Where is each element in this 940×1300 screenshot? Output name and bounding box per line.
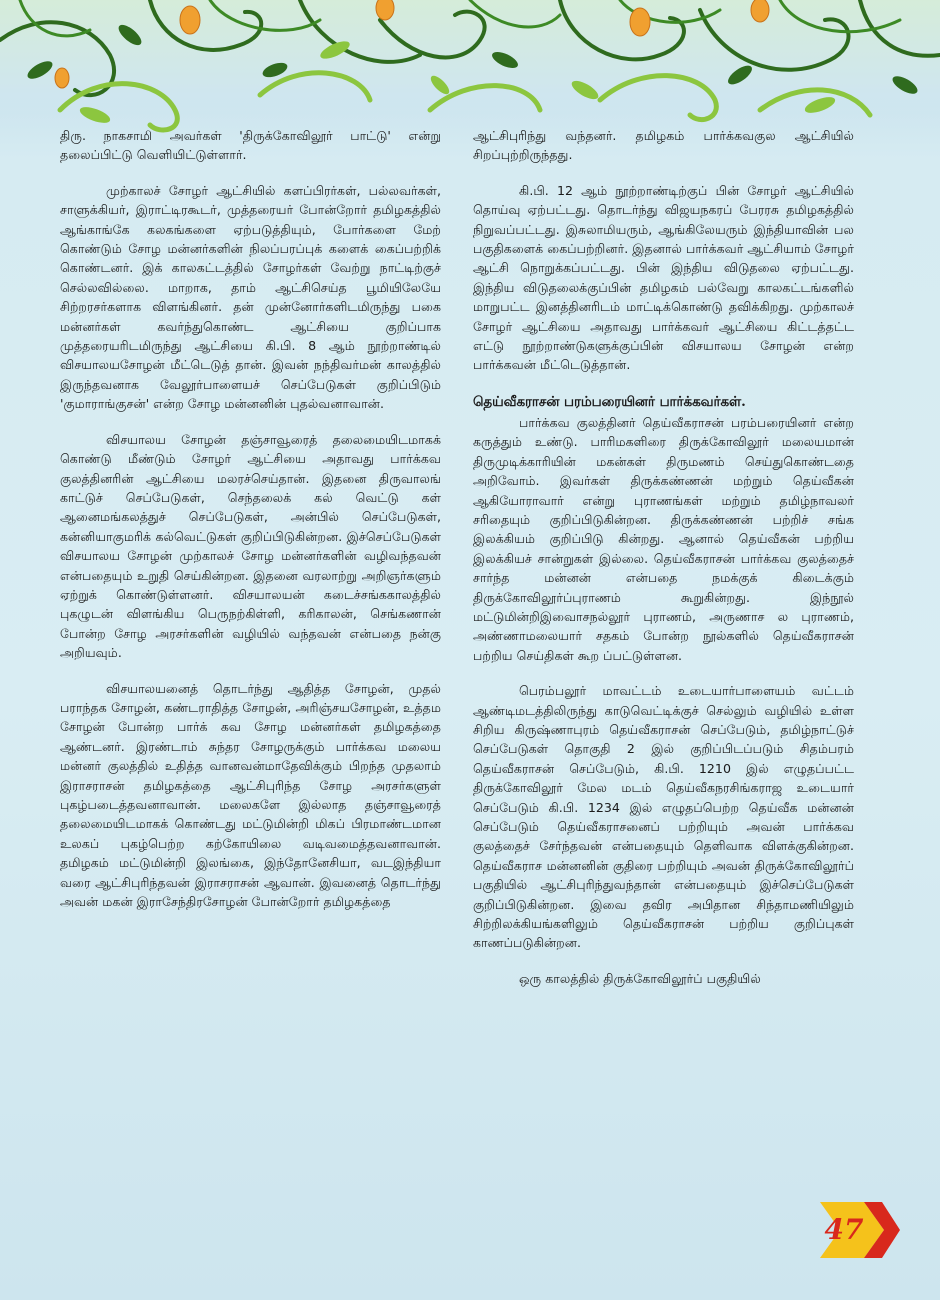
page-number: 47: [824, 1213, 864, 1246]
right-paragraph-2: கி.பி. 12 ஆம் நூற்றாண்டிற்குப் பின் சோழர் ஆட்சியில் தொய்வு ஏற்பட்டது. தொடர்ந்து விஜயநகரப் பேரரசு தமிழகத்தில் நிறுவப்பட்டது. இசுலாமியரும், ஆங்கிலேயரும் இந்தியாவின் பல பகுதிகளைக் கைப்பற்றினர். இதனால் பார்க்கவர் ஆட்சியாம் சோழர் ஆட்சி நொறுக்கப்பட்டது. பின் இந்திய விடுதலை ஏற்பட்டது. இந்திய விடுதலைக்குப்பின் தமிழகம் பல்வேறு காலகட்டங்களில் மாறுபட்ட இனத்தினரிடம் மாட்டிக்கொண்டு தவிக்கிறது. முற்காலச் சோழர் ஆட்சியை அதாவது பார்க்கவர் ஆட்சியை கிட்டத்தட்ட எட்டு நூற்றாண்டுகளுக்குப்பின் விசயாலய சோழன் என்ற பார்க்கவன் மீட்டெடுத்தான்.: [473, 182, 854, 373]
left-paragraph-2: முற்காலச் சோழர் ஆட்சியில் களப்பிரர்கள், பல்லவர்கள், சாளுக்கியர், இராட்டிரகூடர், முத்தரையர் போன்றோர் தமிழகத்தில் ஆங்காங்கே கலகங்களை ஏற்படுத்தியும், போர்களை மேற் கொண்டும் சோழ மன்னர்களின் நிலப்பரப்புக் களைக் கைப்பற்றிக் கொண்டனர். இக் காலகட்டத்தில் சோழர்கள் வேற்று நாட்டிற்குச் செல்லவில்லை. மாறாக, தாம் ஆட்சிசெய்த பூமியிலேயே சிற்றரசர்களாக விளங்கினர். தன் முன்னோர்களிடமிருந்து பகை மன்னர்கள் கவர்ந்துகொண்ட ஆட்சியை குறிப்பாக முத்தரையரிடமிருந்து ஆட்சியை கி.பி. 8 ஆம் நூற்றாண்டில் விசயாலயசோழன் மீட்டெடுத் தான். இவன் நந்திவர்மன் காலத்தில் இருந்தவனாக வேலூர்பாளையச் செப்பேடுகள் குறிப்பிடும் 'குமாராங்குசன்' என்ற சோழ மன்னனின் புதல்வனாவான்.: [60, 182, 441, 412]
left-column: [60, 126, 441, 927]
right-column: [473, 126, 854, 1004]
left-paragraph-4: விசயாலயனைத் தொடர்ந்து ஆதித்த சோழன், முதல் பராந்தக சோழன், கண்டராதித்த சோழன், அரிஞ்சயசோழன், உத்தம சோழன் போன்ற பார்க் கவ சோழ மன்னர்கள் தமிழகத்தை ஆண்டனர். இரண்டாம் சுந்தர சோழருக்கும் பார்க்கவ மலைய மன்னர் குலத்தில் உதித்த வானவன்மாதேவிக்கும் பிறந்த முதலாம் இராசராசன் தமிழகத்தை ஆட்சிபுரிந்த சோழ அரசர்களுள் புகழ்படைத்தவனாவான். மலைகளே இல்லாத தஞ்சாவூரைத் தலைமையிடமாகக் கொண்டது மட்டுமின்றி மிகப் பிரமாண்டமான உலகப் புகழ்பெற்ற கற்கோயிலை வடிவமைத்தவனாவான். தமிழகம் மட்டுமின்றி இலங்கை, இந்தோனேசியா, வடஇந்தியா வரை ஆட்சிபுரிந்தவன் இராசராசன் ஆவான். இவனைத் தொடர்ந்து அவன் மகன் இராசேந்திரசோழன் போன்றோர் தமிழகத்தை: [60, 680, 441, 910]
right-paragraph-4: பெரம்பலூர் மாவட்டம் உடையார்பாளையம் வட்டம் ஆண்டிமடத்திலிருந்து காடுவெட்டிக்குச் செல்லும் வழியில் உள்ள சிறிய கிருஷ்ணாபுரம் தெய்வீகராசன் செப்பேடும், தமிழ்நாட்டுச் செப்பேடுகள் தொகுதி 2 இல் குறிப்பிடப்படும் சிதம்பரம் தெய்வீகராசன் செப்பேடும், கி.பி. 1210 இல் எழுதப்பட்ட திருக்கோவிலூர் மேல மடம் தெய்வீகநரசிங்கராஜ உடையார் செப்பேடும் கி.பி. 1234 இல் எழுதப்பெற்ற தெய்வீக மன்னன் செப்பேடும் தெய்வீகராசனைப் பற்றியும் அவன் பார்க்கவ குலத்தைச் சேர்ந்தவன் என்பதையும் தெளிவாக விளக்குகின்றன. தெய்வீகராச மன்னனின் குதிரை பற்றியும் அவன் திருக்கோவிலூர்ப் பகுதியில் ஆட்சிபுரிந்துவந்தான் என்பதையும் இச்செப்பேடுகள் குறிப்பிடுகின்றன. இவை தவிர அபிதான சிந்தாமணியிலும் சிற்றிலக்கியங்களிலும் தெய்வீகராசன் பற்றிய குறிப்புகள் காணப்படுகின்றன.: [473, 683, 854, 951]
section-heading: தெய்வீகராசன் பரம்பரையினர் பார்க்கவர்கள்.: [473, 393, 746, 410]
right-paragraph-5: ஒரு காலத்தில் திருக்கோவிலூர்ப் பகுதியில்: [519, 970, 761, 986]
right-paragraph-3: பார்க்கவ குலத்தினர் தெய்வீகராசன் பரம்பரையினர் என்ற கருத்தும் உண்டு. பாரிமகளிரை திருக்கோவிலூர் மலையமான் திருமுடிக்காரியின் மகன்கள் திருமணம் செய்துகொண்டதை அறிவோம். இவர்கள் திருக்கண்ணன் மற்றும் தெய்வீகன் ஆகியோராவார் என்று புராணங்கள் மற்றும் தமிழ்நாவலர் சரிதையும் குறிப்பிடுகின்றன. திருக்கண்ணன் பற்றிச் சங்க இலக்கியம் குறிப்பிடு கின்றது. ஆனால் தெய்வீகன் பற்றிய இலக்கியச் சான்றுகள் இல்லை. தெய்வீகராசன் பார்க்கவ குலத்தைச் சார்ந்த மன்னன் என்பதை நமக்குக் கிடைக்கும் திருக்கோவிலூர்ப்புராணம் கூறுகின்றது. இந்நூல் மட்டுமின்றிஇவைாசநல்லூர் புராணம், அருணாச ல புராணம், அண்ணாமலையார் சதகம் போன்ற நூல்களில் தெய்வீகராசன் பற்றிய செய்திகள் கூற ப்பட்டுள்ளன.: [473, 414, 854, 663]
left-paragraph-3: விசயாலய சோழன் தஞ்சாவூரைத் தலைமையிடமாகக் கொண்டு மீண்டும் சோழர் ஆட்சியை அதாவது பார்க்கவ குலத்தினரின் ஆட்சியை மலரச்செய்தான். இதனை திருவாலங் காட்டுச் செப்பேடுகள், செந்தலைக் கல் வெட்டு கள் ஆனைமங்கலத்துச் செப்பேடுகள், அன்பில் செப்பேடுகள், கன்னியாகுமரிக் கல்வெட்டுகள் குறிப்பிடுகின்றன. இச்செப்பேடுகள் விசயாலய சோழன் முற்காலச் சோழ மன்னர்களின் வழிவந்தவன் என்பதையும் உறுதி செய்கின்றன. இதனை வரலாற்று அறிஞர்களும் ஏற்றுக் கொண்டுள்ளனர். விசயாலயன் கடைச்சங்ககாலத்தில் புகழுடன் விளங்கிய பெருநற்கிள்ளி, கரிகாலன், செங்கணான் போன்ற சோழ அரசர்களின் வழியில் வந்தவன் என்பதை நன்கு அறியவும்.: [60, 431, 441, 661]
left-paragraph-1: திரு. நாகசாமி அவர்கள் 'திருக்கோவிலூர் பாட்டு' என்று தலைப்பிட்டு வெளியிட்டுள்ளார்.: [60, 128, 441, 163]
floral-banner: [0, 0, 940, 135]
right-paragraph-1: ஆட்சிபுரிந்து வந்தனர். தமிழகம் பார்க்கவகுல ஆட்சியில் சிறப்புற்றிருந்தது.: [473, 128, 854, 163]
